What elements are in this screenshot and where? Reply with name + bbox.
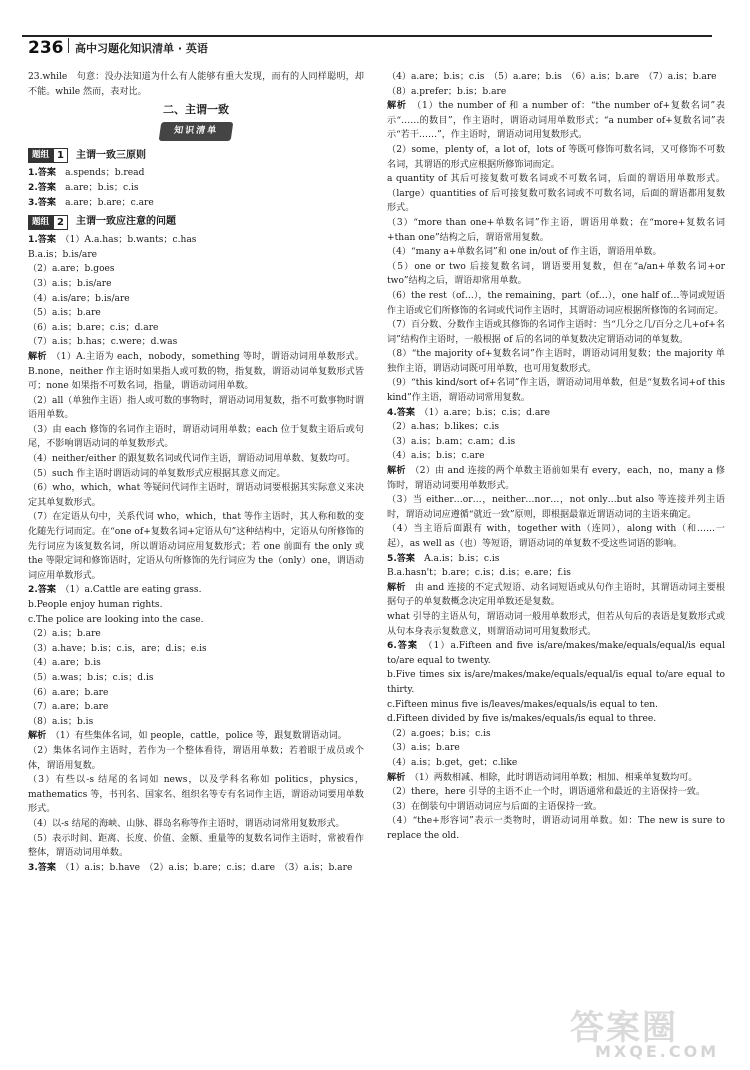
text-line	[387, 639, 725, 668]
item-label: 2.答案	[28, 182, 56, 193]
badge-wrapper	[28, 122, 364, 141]
text-line	[28, 262, 364, 277]
item-text: （4）a.is；b.is；c.are	[387, 451, 485, 462]
item-text: （3）由 each 修饰的名词作主语时，谓语动词用单数；each 位于复数主语后或句尾，不影响谓语动词的单复数形式。	[28, 424, 364, 450]
item-text: （3）a.have；b.is；c.is，are；d.is；e.is	[28, 643, 207, 654]
item-text: b.People enjoy human rights.	[28, 600, 163, 610]
text-line	[387, 552, 725, 567]
text-line	[387, 406, 725, 421]
item-text: （4）a.is；b.get，get；c.like	[387, 757, 518, 768]
item-text: （4）以-s 结尾的海峡、山脉、群岛名称等作主语时，谓语动词常用复数形式。	[28, 818, 345, 829]
item-label: 6.答案	[387, 641, 418, 652]
text-line	[387, 376, 725, 405]
item-text: （2）a.goes；b.is；c.is	[387, 728, 491, 739]
item-text: （6）the rest（of…），the remaining，part（of…），one half of…等词或短语作主语或它们所修饰的名词或代词作主语时，其谓语动词应根据所修饰的名词而定。	[387, 290, 725, 316]
item-text: （3）a.is；b.is/are	[28, 278, 112, 289]
book-title: 高中习题化知识清单 · 英语	[75, 42, 208, 55]
item-text: what 引导的主语从句，谓语动词一般用单数形式，但若从句后的表语是复数形式或从句本身表示复数意义，则谓语动词可用复数形式。	[387, 611, 725, 637]
item-text: （3）“more than one+单数名词”作主语，谓语用单数；在“more+复数名词+than one”结构之后，谓语常用复数。	[387, 217, 725, 243]
text-line	[28, 277, 364, 292]
group-tag: 题组	[28, 215, 53, 230]
item-text: （1）A.主语为 each，nobody，something 等时，谓语动词用单数形式。B.none，neither 作主语时如果指人或可数的物，指复数，谓语动词单复数形式皆可；none 如果指不可数名词，指量，谓语动词用单数。	[28, 351, 364, 392]
item-text: （8）a.is；b.is	[28, 716, 94, 727]
item-text: （4）当主语后面跟有 with，together with（连同），along with（和……一起），as well as（也）等短语，谓语动词的单复数不受这些词语的影响。	[387, 524, 725, 549]
item-label: 解析	[387, 466, 406, 477]
group-title: 主谓一致应注意的问题	[75, 216, 176, 228]
text-line	[28, 817, 364, 832]
item-text: （9）“this kind/sort of+名词”作主语，谓语动词用单数，但是“复数名词+of this kind”作主语，谓语动词常用复数。	[387, 378, 725, 404]
item-text: B.a.hasn't；b.are；c.is；d.is；e.are；f.is	[387, 568, 571, 579]
item-text: B.a.is；b.is/are	[28, 249, 98, 260]
text-line	[28, 306, 364, 321]
text-line	[28, 510, 364, 583]
item-text: （7）a.is；b.has；c.were；d.was	[28, 337, 178, 348]
item-text: （2）some，plenty of，a lot of，lots of 等既可修饰可数名词，又可修饰不可数名词，其谓语的形式应根据所修饰词而定。	[387, 144, 725, 170]
item-text: （1）a.Cattle are eating grass.	[65, 585, 202, 596]
right-column	[387, 70, 725, 843]
text-line	[28, 744, 364, 773]
page-header	[0, 0, 750, 58]
text-line	[28, 686, 364, 701]
text-line	[387, 260, 725, 289]
text-line	[28, 583, 364, 598]
text-line	[28, 671, 364, 686]
item-label: 解析	[28, 351, 47, 362]
item-label: 1.答案	[28, 168, 56, 179]
item-text: （4）a.are；b.is；c.is （5）a.are；b.is （6）a.is；b.are （7）a.is；b.are	[387, 72, 717, 82]
item-text: （2）a.has；b.likes；c.is	[387, 422, 500, 433]
text-line	[387, 814, 725, 843]
item-text: b.Five times six is/are/makes/make/equals/equal/is equal to/are equal to thirty.	[387, 670, 725, 695]
text-line	[28, 181, 364, 196]
text-line	[387, 610, 725, 639]
item-text: （3）有些以-s 结尾的名词如 news，以及学科名称如 politics，physics，mathematics 等，书刊名、国家名、组织名等专有名词作主语，谓语动词要用单数形式。	[28, 775, 364, 815]
text-line	[387, 245, 725, 260]
item-text: （4）neither/either 的跟复数名词或代词作主语，谓语动词用单数、复数均可。	[28, 454, 356, 465]
text-line	[28, 729, 364, 744]
text-line	[387, 70, 725, 85]
text-line	[28, 832, 364, 861]
text-line	[28, 656, 364, 671]
item-text: （1）a.are；b.is；c.is；d.are	[424, 407, 550, 418]
text-line	[28, 613, 364, 628]
text-line	[387, 289, 725, 318]
text-line	[28, 467, 364, 482]
item-text: （3）a.is；b.am；c.am；d.is	[387, 436, 516, 447]
text-line	[387, 712, 725, 727]
text-line	[387, 727, 725, 742]
item-text: （3）当 either…or…，neither…nor…，not only…but also 等连接并列主语时，谓语动词应遵循“就近一致”原则，即根据最靠近谓语动词的主语来确定。	[387, 495, 725, 520]
item-text: c.Fifteen minus five is/leaves/makes/equals/is equal to ten.	[387, 699, 658, 710]
text-line	[28, 70, 364, 99]
text-line	[387, 785, 725, 800]
item-text: （2）由 and 连接的两个单数主语前如果有 every，each，no，many a 修饰时，谓语动词要用单数形式。	[387, 466, 725, 491]
item-label: 3.答案	[28, 862, 56, 873]
text-line	[387, 464, 725, 493]
text-line	[28, 481, 364, 510]
watermark-url: MXQE.COM	[595, 1042, 720, 1061]
item-text: d.Fifteen divided by five is/makes/equals/is equal to three.	[387, 714, 657, 725]
item-text: （1）两数相减、相除，此时谓语动词用单数；相加、相乘单复数均可。	[414, 772, 698, 783]
item-text: （8）“the majority of+复数名词”作主语时，谓语动词用复数；the majority 单独作主语，谓语动词既可用单数，也可用复数形式。	[387, 349, 725, 374]
text-line	[387, 800, 725, 815]
text-line	[387, 493, 725, 522]
text-line	[387, 216, 725, 245]
item-text: （7）在定语从句中，关系代词 who，which，that 等作主语时，其人称和数的变化随先行词而定。在“one of+复数名词+定语从句”这种结构中，定语从句所修饰的先行词应为该复数名词，所以谓语动词应用复数形式；若 one 前面有 the only 或 the 等限定词和修饰语时，定语从句所修饰的先行词应为 the（only）one，谓语动词应用单数形式。	[28, 512, 364, 581]
text-line	[28, 335, 364, 350]
text-line	[28, 642, 364, 657]
text-line	[28, 715, 364, 730]
item-text: （4）a.are；b.is	[28, 658, 101, 669]
item-text: （2）there，here 引导的主语不止一个时，谓语通常和最近的主语保持一致。	[387, 787, 705, 798]
item-label: 1.答案	[28, 235, 56, 246]
text-line	[28, 248, 364, 263]
item-text: （2）a.is；b.are	[28, 629, 101, 640]
header-separator	[68, 38, 69, 53]
knowledge-list-badge: 知识清单	[159, 122, 234, 141]
item-text: （1）the number of 和 a number of：“the number of+复数名词”表示“……的数目”，作主语时，谓语动词用单数形式；“a number of+复数名词”表示“若干……”，作主语时，谓语动词用复数形式。	[387, 101, 725, 141]
item-text: （3）在倒装句中谓语动词应与后面的主语保持一致。	[387, 801, 602, 812]
group-tag: 题组	[28, 148, 53, 163]
left-column	[28, 70, 364, 875]
text-line	[387, 85, 725, 100]
item-text: （6）a.are；b.are	[28, 687, 109, 698]
item-text: （1）有些集体名词，如 people，cattle，police 等，跟复数谓语动词。	[55, 731, 347, 742]
item-text: （1）a.is；b.have （2）a.is；b.are；c.is；d.are （3）a.is；b.are	[65, 862, 353, 873]
text-line	[387, 741, 725, 756]
item-text: （8）a.prefer；b.is；b.are	[387, 86, 507, 97]
item-label: 4.答案	[387, 407, 415, 418]
item-label: 解析	[387, 101, 407, 112]
question-group-heading	[28, 215, 364, 230]
text-line	[387, 143, 725, 172]
page-number: 236	[28, 38, 64, 58]
item-text: （2）a.are；b.goes	[28, 264, 115, 275]
text-line	[387, 668, 725, 697]
item-label: 解析	[387, 772, 406, 783]
text-line	[387, 771, 725, 786]
text-line	[387, 449, 725, 464]
item-label: 解析	[28, 731, 47, 742]
text-line	[387, 318, 725, 347]
header-rule	[22, 35, 712, 37]
group-title: 主谓一致三原则	[75, 149, 146, 161]
text-line	[28, 196, 364, 211]
text-line	[387, 698, 725, 713]
text-line	[387, 522, 725, 551]
item-text: （4）“the+形容词”表示一类物时，谓语动词用单数。如：The new is sure to replace the old.	[387, 816, 725, 841]
item-text: 23.while 句意：没办法知道为什么有人能够有重大发现，而有的人同样聪明，却不能。while 然而，表对比。	[28, 72, 364, 97]
text-line	[28, 700, 364, 715]
question-group-heading	[28, 148, 364, 163]
text-line	[28, 423, 364, 452]
item-text: （7）百分数、分数作主语或其修饰的名词作主语时：当“几分之几/百分之几+of+名词”结构作主语时，一般根据 of 后的名词的单复数决定谓语动词的单复数。	[387, 320, 725, 345]
item-text: 由 and 连接的不定式短语、动名词短语或从句作主语时，其谓语动词主要根据句子的单复数概念决定用单数还是复数。	[387, 582, 725, 608]
item-text: （1）a.Fifteen and five is/are/makes/make/equals/equal/is equal to/are equal to twenty.	[387, 641, 725, 666]
item-label: 5.答案	[387, 553, 415, 564]
item-text: （2）all（单独作主语）指人或可数的事物时，谓语动词用复数，指不可数事物时谓语用单数。	[28, 395, 364, 421]
text-line	[28, 773, 364, 817]
text-line	[387, 347, 725, 376]
item-text: a.spends；b.read	[65, 168, 145, 179]
group-number: 2	[53, 215, 68, 230]
text-line	[28, 598, 364, 613]
item-text: （4）“many a+单数名词”和 one in/out of 作主语，谓语用单数。	[387, 247, 662, 258]
text-line	[387, 756, 725, 771]
item-text: a quantity of 其后可接复数可数名词或不可数名词，后面的谓语用单数形式。（large）quantities of 后可接复数可数名词或不可数名词，后面的谓语都用复数形式。	[387, 174, 725, 214]
text-line	[28, 292, 364, 307]
item-text: （5）a.is；b.are	[28, 308, 101, 319]
item-text: （1）A.a.has；b.wants；c.has	[65, 235, 197, 246]
watermark-logo: 答案圈	[570, 1008, 678, 1048]
text-line	[387, 581, 725, 610]
text-line	[28, 452, 364, 467]
text-line	[28, 233, 364, 248]
item-text: c.The police are looking into the case.	[28, 614, 204, 625]
item-text: （6）a.is；b.are；c.is；d.are	[28, 322, 159, 333]
text-line	[387, 99, 725, 143]
text-line	[28, 627, 364, 642]
item-label: 3.答案	[28, 197, 56, 208]
text-line	[387, 566, 725, 581]
item-text: （7）a.are；b.are	[28, 702, 109, 713]
text-line	[387, 435, 725, 450]
item-text: （5）one or two 后接复数名词，谓语要用复数，但在“a/an+单数名词+or two”结构之后，谓语却常用单数。	[387, 261, 725, 287]
group-number: 1	[53, 148, 68, 163]
text-line	[28, 321, 364, 336]
item-label: 解析	[387, 582, 406, 593]
item-text: （5）such 作主语时谓语动词的单复数形式应根据其意义而定。	[28, 468, 286, 479]
text-line	[387, 420, 725, 435]
item-text: （3）a.is；b.are	[387, 743, 460, 754]
text-line	[28, 861, 364, 876]
item-text: A.a.is；b.is；c.is	[424, 553, 500, 564]
text-line	[28, 166, 364, 181]
item-text: （2）集体名词作主语时，若作为一个整体看待，谓语用单数；若着眼于成员或个体，谓语用复数。	[28, 745, 364, 771]
item-text: （5）a.was；b.is；c.is；d.is	[28, 672, 154, 683]
item-text: （6）who，which，what 等疑问代词作主语时，谓语动词要根据其实际意义来决定其单复数形式。	[28, 483, 364, 508]
item-text: （4）a.is/are；b.is/are	[28, 293, 130, 304]
item-text: a.are；b.is；c.is	[65, 182, 139, 193]
item-text: （5）表示时间、距离、长度、价值、金额、重量等的复数名词作主语时，常被看作整体，谓语动词用单数。	[28, 833, 364, 859]
text-line	[28, 394, 364, 423]
text-line	[387, 172, 725, 216]
item-text: a.are；b.are；c.are	[65, 197, 154, 208]
text-line	[28, 350, 364, 394]
section-heading: 二、主谓一致	[163, 103, 229, 117]
item-label: 2.答案	[28, 585, 56, 596]
